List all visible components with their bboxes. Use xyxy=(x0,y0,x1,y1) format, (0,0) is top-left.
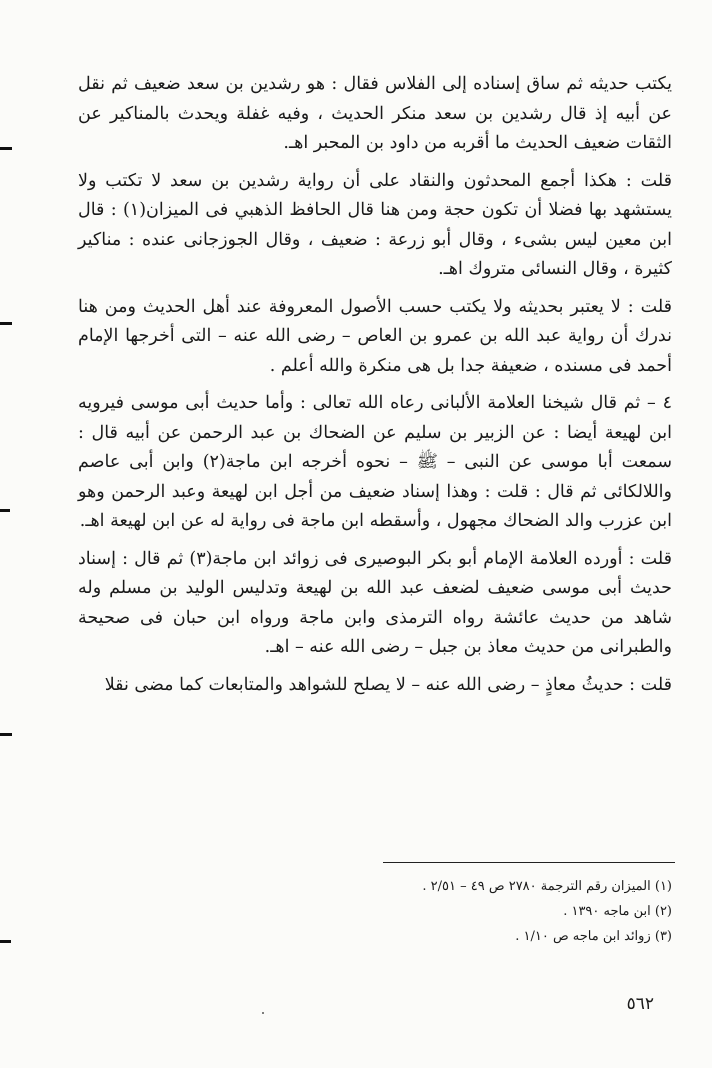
footnote-separator xyxy=(383,862,675,863)
paragraph-4: ٤ – ثم قال شيخنا العلامة الألبانى رعاه الله تعالى : وأما حديث أبى موسى فيرويه ابن لهيعة أيضا : عن الزبير بن سليم عن الضحاك بن عبد الرحمن عن أبيه قال : سمعت أبا موسى عن النبى – ﷺ – نحوه أخرجه ابن ماجة(٢) وابن أبى عاصم واللالكائى ثم قال : قلت : وهذا إسناد ضعيف من أجل ابن لهيعة وعبد الرحمن وهو ابن عزرب والد الضحاك مجهول ، وأسقطه ابن ماجة فى رواية له عن ابن لهيعة اهـ. xyxy=(78,393,672,531)
footnotes xyxy=(200,874,672,949)
scan-edge-mark xyxy=(0,733,12,736)
scan-edge-mark xyxy=(0,322,12,325)
footnote-2: (٢) ابن ماجه ١٣٩٠ . xyxy=(563,904,672,919)
footnote-1: (١) الميزان رقم الترجمة ٢٧٨٠ ص ٤٩ – ٢/٥١ . xyxy=(422,879,672,894)
scan-edge-mark xyxy=(0,940,11,943)
paragraph-5: قلت : أورده العلامة الإمام أبو بكر البوصيرى فى زوائد ابن ماجة(٣) ثم قال : إسناد حديث أبى موسى ضعيف لضعف عبد الله بن لهيعة وتدليس الوليد بن مسلم وله شاهد من حديث عائشة رواه الترمذى وابن ماجة ورواه ابن حبان فى صحيحة والطبرانى من حديث معاذ بن جبل – رضى الله عنه – اهـ. xyxy=(78,548,672,657)
page-number: ٥٦٢ xyxy=(626,994,654,1014)
paragraph-1: يكتب حديثه ثم ساق إسناده إلى الفلاس فقال : هو رشدين بن سعد ضعيف ثم نقل عن أبيه إذ قال رشدين بن سعد منكر الحديث ، وفيه غفلة ويحدث بالمناكير عن الثقات ضعيف الحديث ما أقربه من داود بن المحبر اهـ. xyxy=(78,74,672,153)
main-text xyxy=(78,70,672,708)
footnote-3: (٣) زوائد ابن ماجه ص ١/١٠ . xyxy=(515,929,672,944)
paragraph-6: قلت : حديثُ معاذٍ – رضى الله عنه – لا يصلح للشواهد والمتابعات كما مضى نقلا xyxy=(104,674,672,695)
paragraph-2: قلت : هكذا أجمع المحدثون والنقاد على أن رواية رشدين بن سعد لا تكتب ولا يستشهد بها فضلا أن تكون حجة ومن هنا قال الحافظ الذهبي فى الميزان(١) : قال ابن معين ليس بشىء ، وقال أبو زرعة : ضعيف ، وقال الجوزجانى عنده : مناكير كثيرة ، وقال النسائى متروك اهـ. xyxy=(78,170,673,279)
scan-edge-mark xyxy=(0,147,12,150)
scan-speck xyxy=(262,1012,264,1014)
scan-edge-mark xyxy=(0,509,10,512)
paragraph-3: قلت : لا يعتبر بحديثه ولا يكتب حسب الأصول المعروفة عند أهل الحديث ومن هنا ندرك أن رواية عبد الله بن عمرو بن العاص – رضى الله عنه – التى أخرجها الإمام أحمد فى مسنده ، ضعيفة جدا بل هى منكرة والله أعلم . xyxy=(78,296,672,376)
